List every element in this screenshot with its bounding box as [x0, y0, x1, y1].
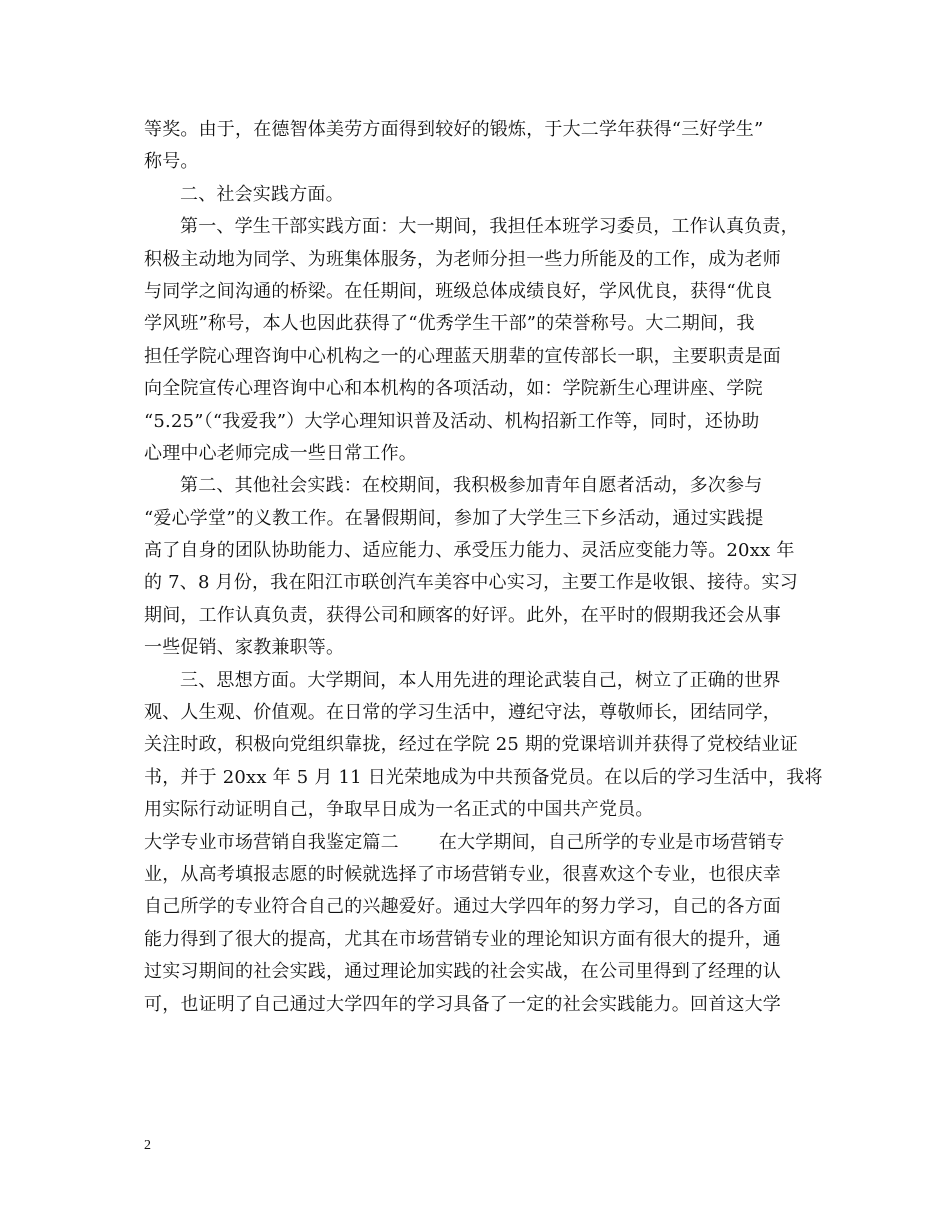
paragraph-line: 能力得到了很大的提高，尤其在市场营销专业的理论知识方面有很大的提升，通: [144, 928, 781, 950]
paragraph-line: 第一、学生干部实践方面：大一期间，我担任本班学习委员，工作认真负责，: [180, 216, 799, 238]
page-number: 2: [144, 1138, 151, 1153]
section-two-title: 大学专业市场营销自我鉴定篇二: [144, 831, 399, 853]
paragraph-line: 观、人生观、价值观。在日常的学习生活中，遵纪守法，尊敬师长，团结同学，: [144, 702, 781, 724]
paragraph-line: 过实习期间的社会实践，通过理论加实践的社会实战，在公司里得到了经理的认: [144, 961, 781, 983]
paragraph-line: 等奖。由于，在德智体美劳方面得到较好的锻炼，于大二学年获得“三好学生”: [144, 119, 764, 140]
paragraph-line: 与同学之间沟通的桥梁。在任期间，班级总体成绩良好，学风优良，获得“优良: [144, 280, 773, 302]
paragraph-line: 的 7、8 月份，我在阳江市联创汽车美容中心实习，主要工作是收银、接待。实习: [144, 572, 798, 594]
paragraph-line: 关注时政，积极向党组织靠拢，经过在学院 25 期的党课培训并获得了党校结业证: [144, 734, 798, 756]
section-heading-social-practice: 二、社会实践方面。: [180, 183, 344, 205]
paragraph-line: 担任学院心理咨询中心机构之一的心理蓝天朋辈的宣传部长一职，主要职责是面: [144, 345, 781, 367]
section-heading-thought: 三、思想方面。大学期间，本人用先进的理论武装自己，树立了正确的世界: [180, 669, 781, 691]
paragraph-line: 心理中心老师完成一些日常工作。: [144, 442, 417, 464]
section-two-first-line: 在大学期间，自己所学的专业是市场营销专: [438, 831, 785, 853]
paragraph-line: 向全院宣传心理咨询中心和本机构的各项活动，如：学院新生心理讲座、学院: [144, 378, 763, 400]
paragraph-line: 业，从高考填报志愿的时候就选择了市场营销专业，很喜欢这个专业，也很庆幸: [144, 863, 781, 885]
paragraph-line: 高了自身的团队协助能力、适应能力、承受压力能力、灵活应变能力等。20xx 年: [144, 540, 795, 562]
paragraph-line: 积极主动地为同学、为班集体服务，为老师分担一些力所能及的工作，成为老师: [144, 248, 781, 270]
document-body: [144, 114, 824, 1021]
section-two-heading-line: [144, 827, 824, 859]
paragraph-line: 期间，工作认真负责，获得公司和顾客的好评。此外，在平时的假期我还会从事: [144, 604, 781, 626]
paragraph-line: 学风班”称号，本人也因此获得了“优秀学生干部”的荣誉称号。大二期间，我: [144, 313, 755, 335]
paragraph-line: 自己所学的专业符合自己的兴趣爱好。通过大学四年的努力学习，自己的各方面: [144, 896, 781, 918]
paragraph-line: “爱心学堂”的义教工作。在暑假期间，参加了大学生三下乡活动，通过实践提: [144, 507, 764, 529]
paragraph-line: “5.25”（“我爱我”）大学心理知识普及活动、机构招新工作等，同时，还协助: [144, 410, 760, 432]
paragraph-line: 称号。: [144, 151, 199, 173]
paragraph-line: 第二、其他社会实践：在校期间，我积极参加青年自愿者活动，多次参与: [180, 475, 763, 497]
paragraph-line: 一些促销、家教兼职等。: [144, 637, 345, 659]
paragraph-line: 书，并于 20xx 年 5 月 11 日光荣地成为中共预备党员。在以后的学习生活中，我将: [144, 766, 823, 788]
paragraph-line: 用实际行动证明自己，争取早日成为一名正式的中国共产党员。: [144, 799, 654, 821]
paragraph-line: 可，也证明了自己通过大学四年的学习具备了一定的社会实践能力。回首这大学: [144, 993, 781, 1015]
